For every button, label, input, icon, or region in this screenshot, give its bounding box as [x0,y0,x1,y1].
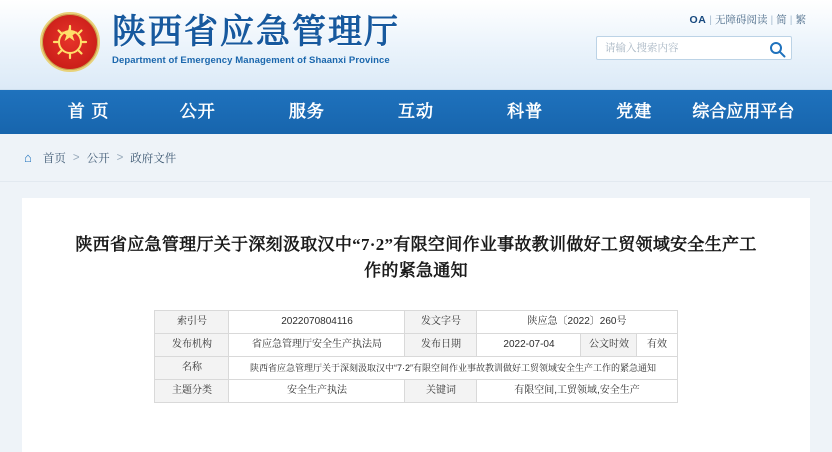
document-meta-table [154,310,677,403]
meta-label-topic-category: 主题分类 [155,380,229,403]
meta-label-publish-date: 发布日期 [405,334,477,357]
site-title-en: Department of Emergency Management of Shaanxi Province [112,55,390,66]
meta-label-index-no: 索引号 [155,311,229,334]
page-body [0,134,832,452]
meta-label-issuing-agency: 发布机构 [155,334,229,357]
meta-label-keywords: 关键词 [405,380,477,403]
header-utility-area [596,12,806,60]
top-links [596,12,806,27]
nav-item-interaction[interactable]: 互动 [397,102,434,121]
page-title: 陕西省应急管理厅关于深刻汲取汉中“7·2”有限空间作业事故教训做好工贸领域安全生产工作的紧急通知 [75,235,757,280]
meta-label-doc-no: 发文字号 [405,311,477,334]
star-icon: ★ [61,25,78,44]
site-header [0,0,832,90]
table-row [155,357,677,380]
link-separator-3: | [789,14,793,26]
search-input[interactable] [597,37,791,59]
nav-item-party[interactable]: 党建 [616,102,653,121]
breadcrumb-separator-1: > [72,151,80,164]
breadcrumb-item-government-documents[interactable]: 政府文件 [130,152,177,165]
search-icon [769,41,786,58]
meta-label-validity: 公文时效 [581,334,637,357]
breadcrumb-separator-2: > [116,151,124,164]
table-row [155,380,677,403]
link-separator-2: | [770,14,774,26]
site-title-block [112,13,400,66]
oa-link[interactable]: OA [689,14,707,26]
meta-value-index-no: 2022070804116 [229,311,405,334]
main-nav [0,90,832,134]
meta-value-keywords: 有限空间,工贸领域,安全生产 [477,380,677,403]
nav-item-open[interactable]: 公开 [179,102,216,121]
meta-label-name: 名称 [155,357,229,380]
table-row [155,311,677,334]
accessibility-link[interactable]: 无障碍阅读 [715,14,768,26]
search-box [596,36,792,60]
meta-value-validity: 有效 [637,334,677,357]
table-row [155,334,677,357]
link-separator-1: | [709,14,713,26]
simplified-chinese-link[interactable]: 简 [776,14,787,26]
home-icon: ⌂ [24,150,32,165]
meta-value-doc-no: 陕应急〔2022〕260号 [477,311,677,334]
meta-value-publish-date: 2022-07-04 [477,334,581,357]
site-title-cn: 陕西省应急管理厅 [112,14,400,51]
breadcrumb [0,134,832,182]
meta-value-issuing-agency: 省应急管理厅安全生产执法局 [229,334,405,357]
national-emblem-icon [40,12,100,72]
breadcrumb-item-open[interactable]: 公开 [86,152,110,165]
document-card [22,198,810,452]
search-button[interactable] [767,39,787,59]
nav-item-science[interactable]: 科普 [507,102,544,121]
meta-value-name: 陕西省应急管理厅关于深刻汲取汉中“7·2”有限空间作业事故教训做好工贸领域安全生产工作的紧急通知 [229,357,677,380]
breadcrumb-item-home[interactable]: 首页 [42,152,66,165]
nav-item-integrated-platform[interactable]: 综合应用平台 [692,102,795,121]
traditional-chinese-link[interactable]: 繁 [795,14,806,26]
nav-item-service[interactable]: 服务 [288,102,325,121]
nav-item-home[interactable]: 首 页 [67,102,110,121]
meta-value-topic-category: 安全生产执法 [229,380,405,403]
